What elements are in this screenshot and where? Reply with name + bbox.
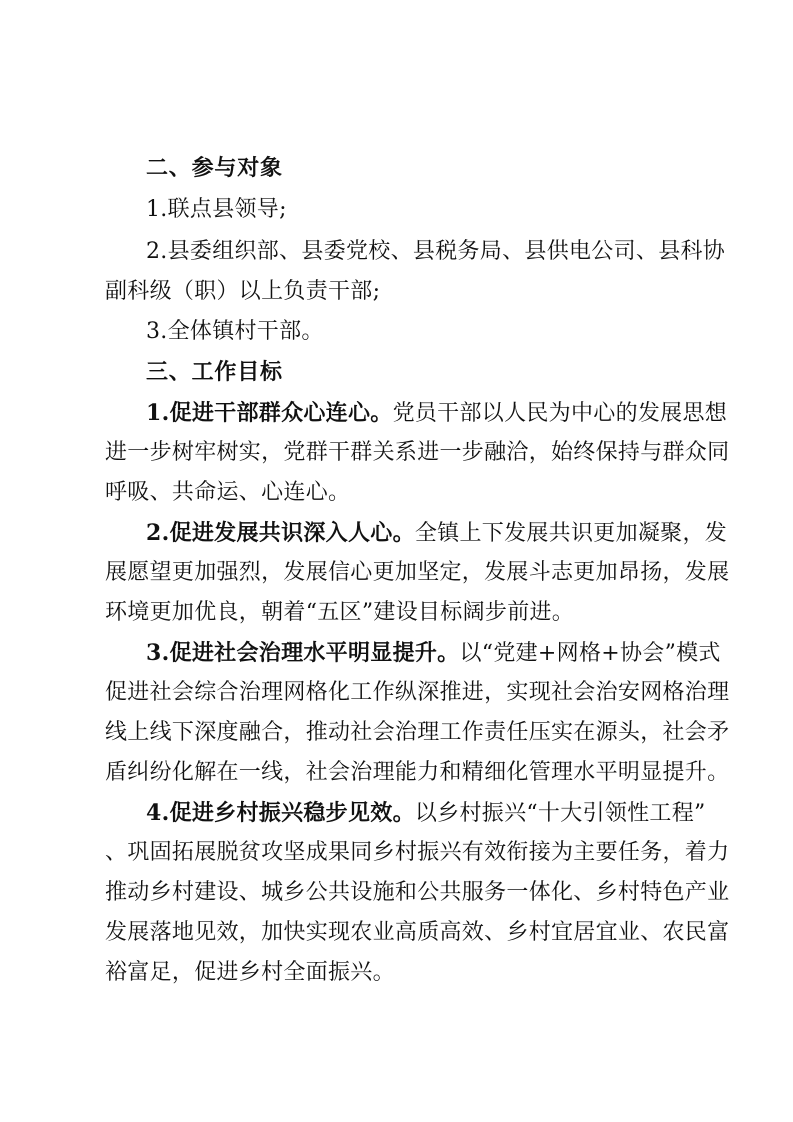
goal-2-line-1	[146, 517, 728, 550]
goal-3-line-4: 盾纠纷化解在一线，社会治理能力和精细化管理水平明显提升。	[105, 760, 730, 785]
participant-item-2-line-1: 2.县委组织部、县委党校、县税务局、县供电公司、县科协	[146, 239, 726, 264]
goal-1-lead: 1.促进干部群众心连心。	[146, 400, 393, 426]
goal-3-lead: 3.促进社会治理水平明显提升。	[146, 640, 460, 666]
goal-2-lead: 2.促进发展共识深入人心。	[146, 520, 415, 546]
goal-4-lead: 4.促进乡村振兴稳步见效。	[146, 800, 415, 826]
goal-2-line-2: 展愿望更加强烈，发展信心更加坚定，发展斗志更加昂扬，发展	[105, 560, 730, 585]
goal-3-line-3: 线上线下深度融合，推动社会治理工作责任压实在源头，社会矛	[105, 720, 730, 745]
section-heading-participants: 二、参与对象	[146, 155, 283, 181]
section-heading-goals: 三、工作目标	[146, 359, 283, 385]
goal-4-line-3: 推动乡村建设、城乡公共设施和公共服务一体化、乡村特色产业	[105, 880, 730, 905]
goal-1-line-1	[146, 397, 728, 430]
goal-4-line-1	[146, 797, 706, 830]
goal-4-line-4: 发展落地见效，加快实现农业高质高效、乡村宜居宜业、农民富	[105, 920, 730, 945]
goal-3-text: 以“党建+网格+协会”模式	[459, 641, 721, 666]
goal-2-line-3: 环境更加优良，朝着“五区”建设目标阔步前进。	[105, 600, 575, 625]
goal-4-line-2: 、巩固拓展脱贫攻坚成果同乡村振兴有效衔接为主要任务，着力	[105, 840, 730, 865]
goal-1-line-3: 呼吸、共命运、心连心。	[105, 480, 351, 505]
participant-item-3: 3.全体镇村干部。	[146, 319, 324, 344]
goal-1-text: 党员干部以人民为中心的发展思想	[392, 401, 728, 426]
goal-2-text: 全镇上下发展共识更加凝聚，发	[414, 521, 728, 546]
goal-3-line-2: 促进社会综合治理网格化工作纵深推进，实现社会治安网格治理	[105, 680, 730, 705]
goal-4-line-5: 裕富足，促进乡村全面振兴。	[105, 960, 395, 985]
participant-item-1: 1.联点县领导;	[146, 197, 287, 222]
goal-3-line-1	[146, 637, 721, 670]
goal-1-line-2: 进一步树牢树实，党群干群关系进一步融洽，始终保持与群众同	[105, 440, 730, 465]
goal-4-text: 以乡村振兴“十大引领性工程”	[414, 801, 706, 826]
participant-item-2-line-2: 副科级（职）以上负责干部;	[105, 279, 381, 304]
